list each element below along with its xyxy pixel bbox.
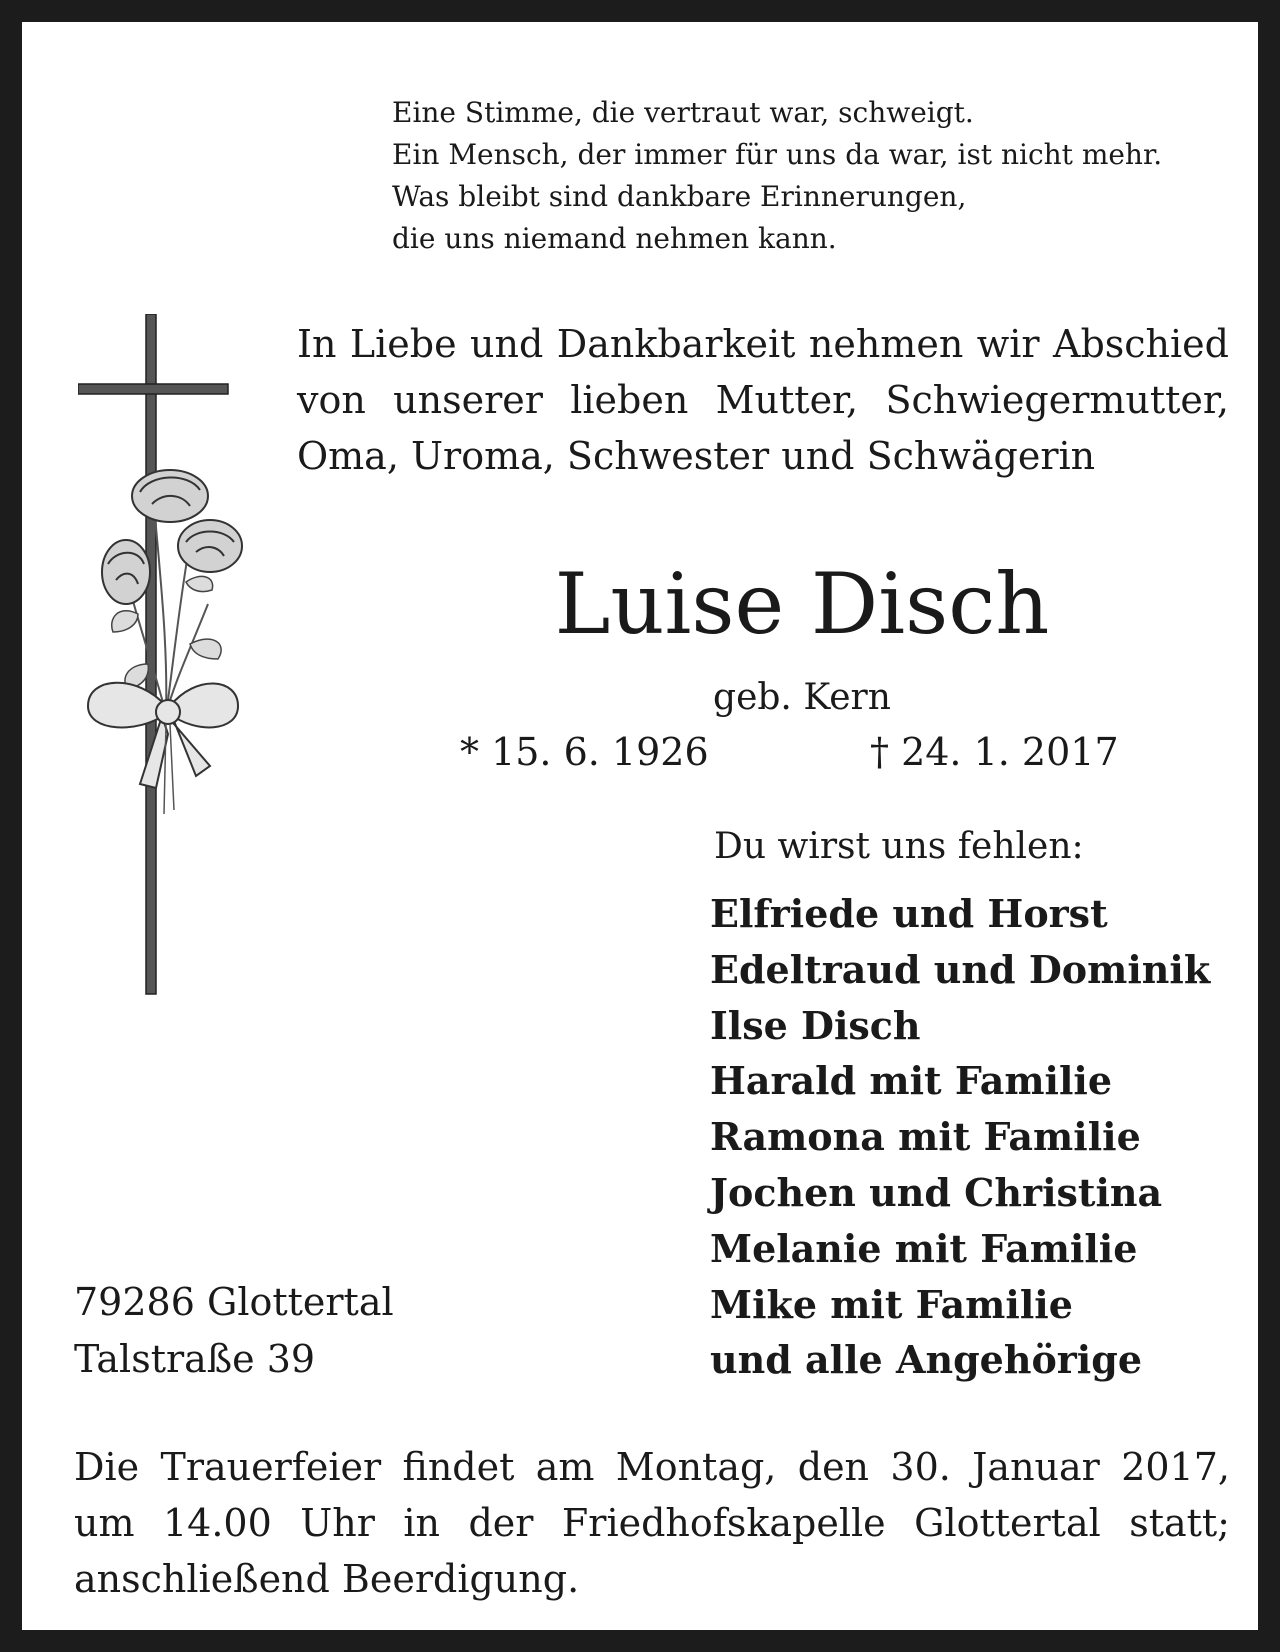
funeral-line: Die Trauerfeier findet am Montag, den 30. Januar 2017,	[74, 1445, 1230, 1489]
poem-line: Ein Mensch, der immer für uns da war, ist nicht mehr.	[392, 138, 1163, 171]
mourners-list	[710, 886, 1210, 1388]
poem	[392, 92, 1212, 260]
obituary-notice	[22, 22, 1258, 1630]
birth-date: * 15. 6. 1926	[460, 730, 709, 774]
deceased-name: Luise Disch	[554, 555, 1050, 653]
maiden-name: geb. Kern	[713, 677, 891, 718]
mourner-name: Melanie mit Familie	[710, 1225, 1138, 1271]
address-city: 79286 Glottertal	[74, 1280, 394, 1324]
mourner-name: Elfriede und Horst	[710, 891, 1108, 936]
funeral-notice	[74, 1439, 1230, 1607]
mourner-name: Ilse Disch	[710, 1002, 921, 1048]
cross-with-roses-icon	[78, 314, 258, 1018]
mourner-name: Ramona mit Familie	[710, 1114, 1141, 1160]
intro-line: Oma, Uroma, Schwester und Schwägerin	[297, 434, 1096, 478]
poem-line: die uns niemand nehmen kann.	[392, 222, 837, 255]
poem-line: Was bleibt sind dankbare Erinnerungen,	[392, 180, 967, 213]
address	[74, 1274, 394, 1388]
intro-text	[297, 316, 1229, 484]
funeral-line: anschließend Beerdigung.	[74, 1557, 580, 1601]
funeral-line: um 14.00 Uhr in der Friedhofskapelle Glottertal statt;	[74, 1501, 1230, 1545]
intro-line: In Liebe und Dankbarkeit nehmen wir Abschied	[297, 322, 1229, 366]
mourners-heading: Du wirst uns fehlen:	[714, 826, 1084, 867]
poem-line: Eine Stimme, die vertraut war, schweigt.	[392, 96, 974, 129]
mourner-name: Mike mit Familie	[710, 1281, 1073, 1327]
mourner-name: Edeltraud und Dominik	[710, 946, 1211, 992]
mourner-name: Jochen und Christina	[710, 1169, 1163, 1215]
mourner-name: Harald mit Familie	[710, 1058, 1113, 1104]
address-street: Talstraße 39	[74, 1337, 316, 1381]
death-date: † 24. 1. 2017	[870, 730, 1119, 774]
intro-line: von unserer lieben Mutter, Schwiegermutter,	[297, 378, 1229, 422]
mourner-name: und alle Angehörige	[710, 1337, 1142, 1383]
